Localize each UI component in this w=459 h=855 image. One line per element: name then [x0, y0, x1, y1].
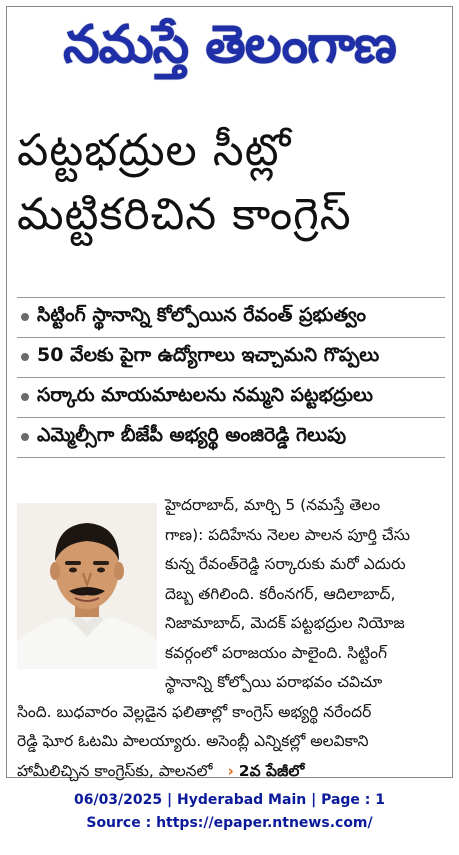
body-line: నిజామాబాద్, మెదక్ పట్టభద్రుల నియోజ — [165, 614, 405, 632]
divider — [17, 417, 445, 418]
continued-on-page-link[interactable]: 2వ పేజీలో — [238, 761, 305, 780]
footer-source-line[interactable]: Source : https://epaper.ntnews.com/ — [86, 815, 373, 831]
bullet-icon — [21, 393, 29, 401]
body-line: గాణ): పదిహేను నెలల పాలన పూర్తి చేసు — [165, 525, 410, 544]
headline-line-2: మట్టికరిచిన కాంగ్రెస్ — [17, 189, 352, 240]
subhead-text: సిట్టింగ్ స్థానాన్ని కోల్పోయిన రేవంత్ ప్రభుత్వం — [37, 303, 366, 326]
headline-line-1: పట్టభద్రుల సీట్లో — [17, 125, 292, 176]
subhead-2 — [17, 339, 445, 375]
body-line: సింది. బుధవారం వెల్లడైన ఫలితాల్లో కాంగ్రెస్ అభ్యర్థి నరేందర్ — [17, 702, 372, 721]
footer-date-line: 06/03/2025 | Hyderabad Main | Page : 1 — [73, 792, 386, 808]
subhead-text: సర్కారు మాయమాటలను నమ్మని పట్టభద్రులు — [37, 383, 374, 406]
newspaper-masthead: నమస్తే తెలంగాణ — [63, 15, 396, 75]
headline — [17, 119, 447, 247]
divider — [17, 297, 445, 298]
continued-arrow-icon: › — [227, 761, 234, 780]
subhead-4 — [17, 419, 445, 455]
news-clipping — [6, 6, 453, 778]
bullet-icon — [21, 313, 29, 321]
subhead-text: ఎమ్మెల్సీగా బీజేపీ అభ్యర్థి అంజిరెడ్డి గెలుపు — [37, 423, 347, 446]
article-body — [17, 491, 447, 786]
bullet-icon — [21, 353, 29, 361]
body-line-last — [17, 757, 447, 787]
body-line: స్థానాన్ని కోల్పోయి పరాభవం చవిచూ — [165, 673, 383, 691]
divider — [17, 457, 445, 458]
body-line: కవర్గంలో పరాజయం పాలైంది. సిట్టింగ్ — [165, 643, 387, 662]
body-line-text: హామీలిచ్చిన కాంగ్రెస్‌కు, పాలనలో — [17, 761, 213, 780]
subhead-1 — [17, 299, 445, 335]
body-line: కున్న రేవంత్‌రెడ్డి సర్కారుకు మరో ఎదురు — [165, 555, 406, 573]
body-line: దెబ్బ తగిలింది. కరీంనగర్, ఆదిలాబాద్, — [165, 584, 396, 603]
subhead-text: 50 వేలకు పైగా ఉద్యోగాలు ఇచ్చామని గొప్పలు — [37, 343, 380, 366]
divider — [17, 337, 445, 338]
body-line: హైదరాబాద్, మార్చి 5 (నమస్తే తెలం — [165, 496, 381, 514]
body-line: రెడ్డి ఘోర ఓటమి పాలయ్యారు. అసెంబ్లీ ఎన్నికల్లో అలవికాని — [17, 732, 369, 750]
bullet-icon — [21, 433, 29, 441]
subhead-3 — [17, 379, 445, 415]
divider — [17, 377, 445, 378]
